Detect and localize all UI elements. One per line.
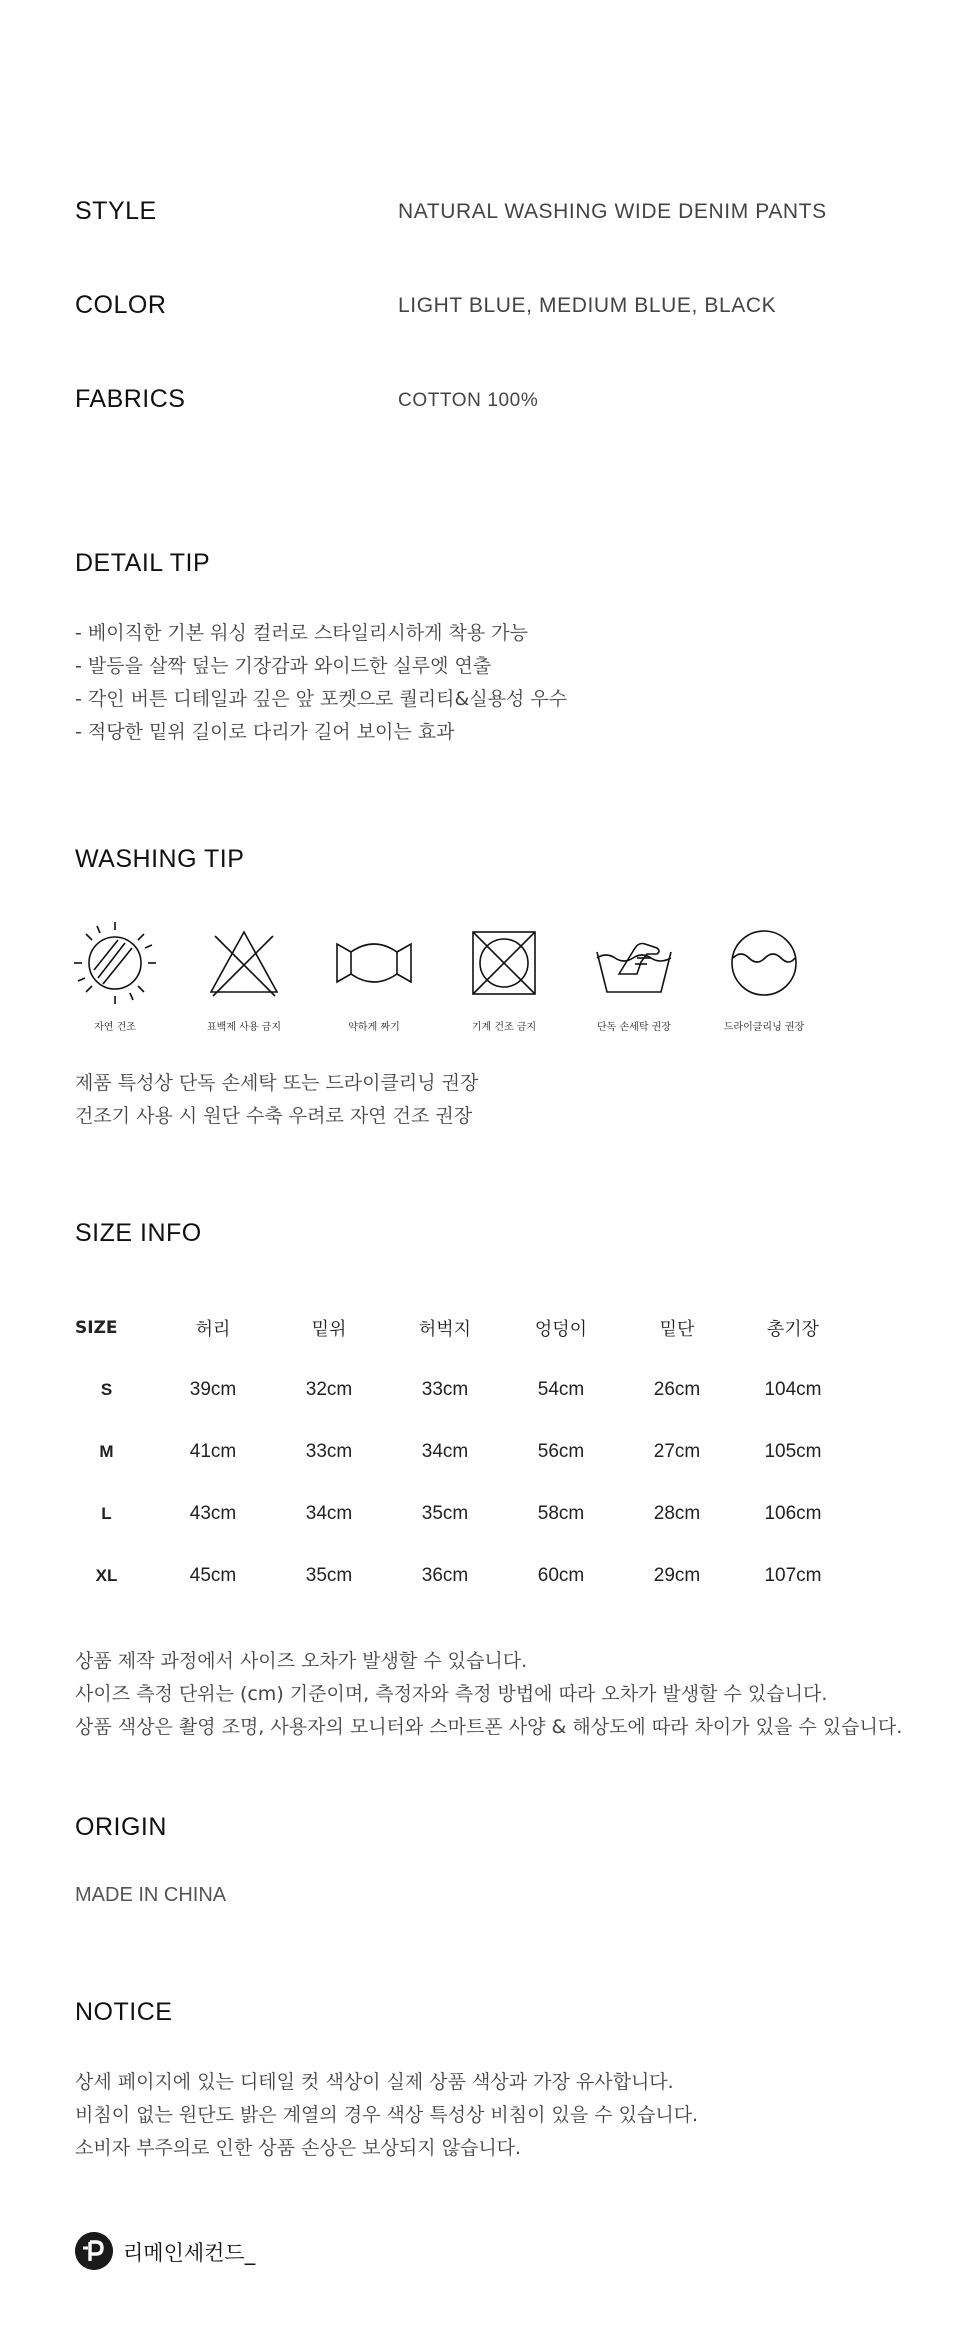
washing-icon-item	[709, 918, 819, 1033]
size-note-line: 상품 제작 과정에서 사이즈 오차가 발생할 수 있습니다.	[75, 1650, 528, 1672]
no-tumble-dry-icon	[459, 918, 549, 1008]
size-cell: 39cm	[189, 1379, 237, 1400]
size-cell: 32cm	[305, 1379, 353, 1400]
size-cell: 34cm	[421, 1441, 469, 1462]
washing-icon-label: 자연 건조	[94, 1022, 136, 1033]
size-cell: 56cm	[537, 1441, 585, 1462]
washing-icon-label: 드라이클리닝 권장	[723, 1022, 805, 1033]
table-row	[58, 1545, 851, 1607]
detail-tip-line: - 베이직한 기본 워싱 컬러로 스타일리시하게 착용 가능	[75, 622, 528, 644]
size-cell: 107cm	[764, 1565, 822, 1586]
detail-tip-title: DETAIL TIP	[75, 549, 211, 577]
size-cell: 34cm	[305, 1503, 353, 1524]
table-row	[58, 1483, 851, 1545]
size-cell: 60cm	[537, 1565, 585, 1586]
size-note-line: 상품 색상은 촬영 조명, 사용자의 모니터와 스마트폰 사양 & 해상도에 따라 차이가 있을 수 있습니다.	[75, 1716, 903, 1738]
origin-title: ORIGIN	[75, 1813, 167, 1841]
size-table-header: 엉덩이	[534, 1319, 588, 1340]
spec-value: NATURAL WASHING WIDE DENIM PANTS	[398, 200, 827, 223]
size-cell: 28cm	[653, 1503, 701, 1524]
size-table-header: 허리	[195, 1319, 231, 1340]
size-label: M	[99, 1442, 114, 1461]
size-cell: 105cm	[764, 1441, 822, 1462]
washing-tip-line: 건조기 사용 시 원단 수축 우려로 자연 건조 권장	[75, 1105, 473, 1127]
washing-icon-item	[449, 918, 559, 1033]
washing-icon-label: 기계 건조 금지	[471, 1022, 537, 1033]
sun-dry-icon	[70, 918, 160, 1008]
size-label: S	[100, 1380, 113, 1399]
size-note-line: 사이즈 측정 단위는 (cm) 기준이며, 측정자와 측정 방법에 따라 오차가 발생할 수 있습니다.	[75, 1683, 828, 1705]
size-cell: 54cm	[537, 1379, 585, 1400]
brand-name: 리메인세컨드_	[123, 2241, 256, 2265]
notice-title: NOTICE	[75, 1998, 173, 2026]
size-table-header: 총기장	[766, 1319, 820, 1340]
no-bleach-icon	[199, 918, 289, 1008]
size-cell: 104cm	[764, 1379, 822, 1400]
hand-wash-icon	[589, 918, 679, 1008]
size-cell: 41cm	[189, 1441, 237, 1462]
size-table-header: SIZE	[75, 1318, 118, 1338]
size-cell: 29cm	[653, 1565, 701, 1586]
gentle-wring-icon	[329, 918, 419, 1008]
size-cell: 33cm	[421, 1379, 469, 1400]
spec-label: COLOR	[75, 291, 167, 319]
size-cell: 27cm	[653, 1441, 701, 1462]
notice-line: 비침이 없는 원단도 밝은 계열의 경우 색상 특성상 비침이 있을 수 있습니다.	[75, 2104, 699, 2126]
washing-icon-item	[319, 918, 429, 1033]
size-cell: 35cm	[421, 1503, 469, 1524]
spec-label: FABRICS	[75, 385, 186, 413]
detail-tip-list	[75, 617, 567, 749]
size-cell: 45cm	[189, 1565, 237, 1586]
size-notes	[75, 1645, 902, 1744]
spec-row-style	[75, 197, 895, 237]
notice-text	[75, 2066, 698, 2165]
spec-value: LIGHT BLUE, MEDIUM BLUE, BLACK	[398, 294, 777, 317]
washing-tip-text	[75, 1067, 478, 1133]
table-row	[58, 1359, 851, 1421]
size-table-header: 밑단	[659, 1319, 695, 1340]
washing-icon-label: 표백제 사용 금지	[207, 1022, 281, 1033]
dry-clean-icon	[719, 918, 809, 1008]
size-cell: 36cm	[421, 1565, 469, 1586]
size-table-header: 밑위	[311, 1319, 347, 1340]
washing-icon-item	[579, 918, 689, 1033]
size-cell: 58cm	[537, 1503, 585, 1524]
size-table-header-row	[58, 1297, 851, 1359]
brand-p-logo-icon	[75, 2232, 113, 2270]
size-info-title: SIZE INFO	[75, 1219, 202, 1247]
washing-icon-item	[189, 918, 299, 1033]
detail-tip-line: - 발등을 살짝 덮는 기장감과 와이드한 실루엣 연출	[75, 655, 492, 677]
detail-tip-line: - 각인 버튼 디테일과 깊은 앞 포켓으로 퀄리티&실용성 우수	[75, 688, 568, 710]
size-cell: 33cm	[305, 1441, 353, 1462]
size-label: XL	[95, 1566, 118, 1585]
size-table-header: 허벅지	[418, 1319, 472, 1340]
size-label: L	[101, 1504, 112, 1523]
size-table	[58, 1297, 851, 1607]
spec-value: COTTON 100%	[398, 390, 539, 411]
size-cell: 26cm	[653, 1379, 701, 1400]
notice-line: 소비자 부주의로 인한 상품 손상은 보상되지 않습니다.	[75, 2137, 522, 2159]
washing-tip-line: 제품 특성상 단독 손세탁 또는 드라이클리닝 권장	[75, 1072, 479, 1094]
detail-tip-line: - 적당한 밑위 길이로 다리가 길어 보이는 효과	[75, 721, 455, 743]
washing-icons	[72, 918, 805, 1038]
table-row	[58, 1421, 851, 1483]
spec-row-color	[75, 291, 895, 331]
washing-tip-title: WASHING TIP	[75, 845, 245, 873]
washing-icon-label: 약하게 짜기	[348, 1022, 400, 1033]
size-cell: 106cm	[764, 1503, 822, 1524]
size-cell: 43cm	[189, 1503, 237, 1524]
spec-label: STYLE	[75, 197, 157, 225]
origin-value: MADE IN CHINA	[75, 1884, 227, 1906]
size-cell: 35cm	[305, 1565, 353, 1586]
washing-icon-label: 단독 손세탁 권장	[597, 1022, 671, 1033]
washing-icon-item	[60, 918, 170, 1033]
notice-line: 상세 페이지에 있는 디테일 컷 색상이 실제 상품 색상과 가장 유사합니다.	[75, 2071, 674, 2093]
spec-row-fabrics	[75, 385, 895, 425]
